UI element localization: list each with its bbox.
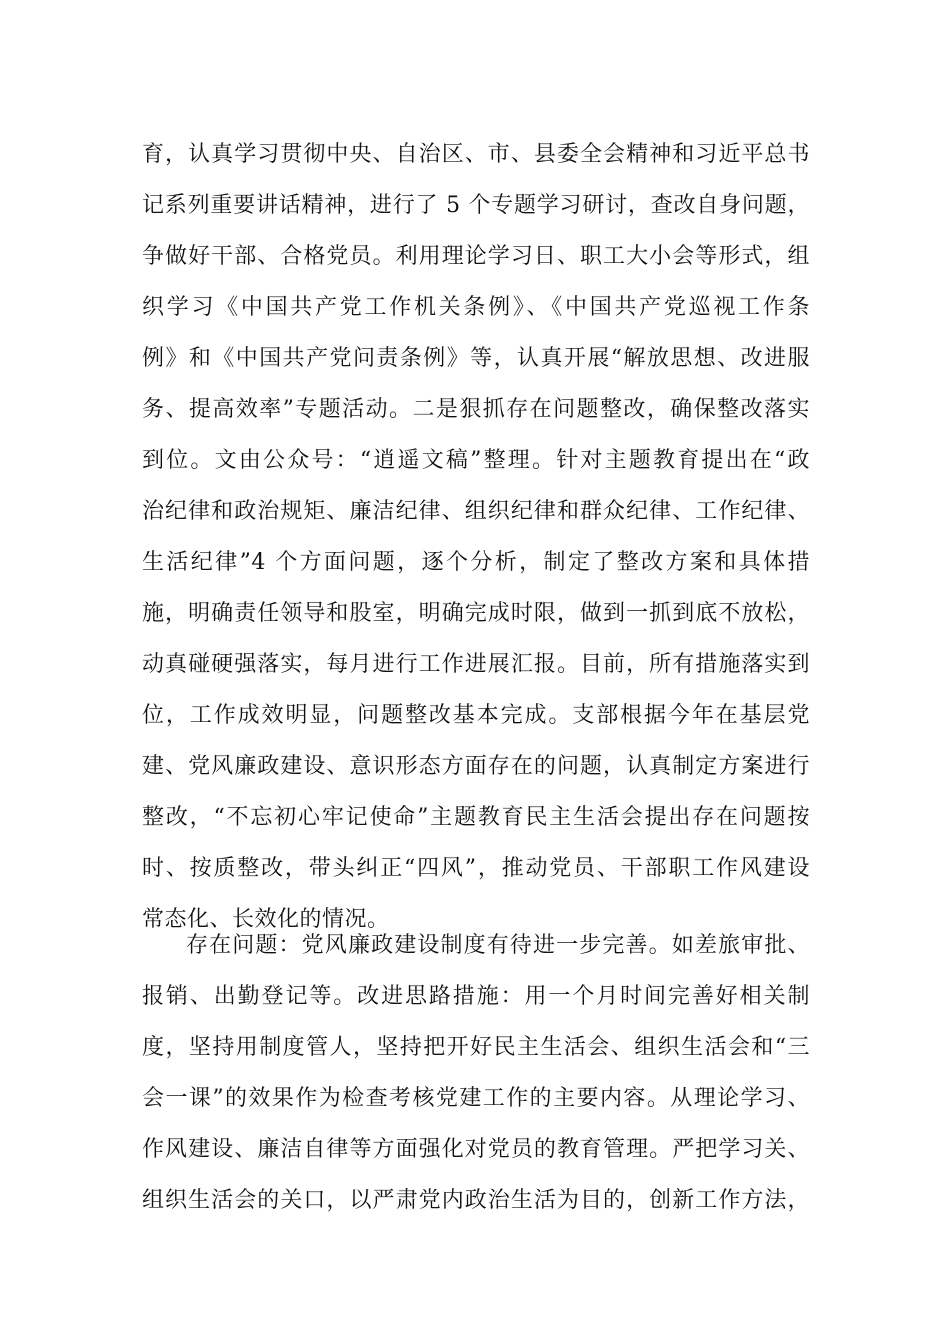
text-line: 记系列重要讲话精神，进行了 5 个专题学习研讨，查改自身问题， <box>142 193 810 218</box>
text-line: 治纪律和政治规矩、廉洁纪律、组织纪律和群众纪律、工作纪律、 <box>142 499 810 524</box>
text-line: 组织生活会的关口，以严肃党内政治生活为目的，创新工作方法， <box>142 1188 810 1213</box>
text-line: 到位。文由公众号：“逍遥文稿”整理。针对主题教育提出在“政 <box>142 448 810 473</box>
text-line: 建、党风廉政建设、意识形态方面存在的问题，认真制定方案进行 <box>142 754 810 779</box>
paragraph-1 <box>142 129 810 945</box>
text-line: 时、按质整改，带头纠正“四风”，推动党员、干部职工作风建设 <box>142 856 810 881</box>
text-line: 动真碰硬强落实，每月进行工作进展汇报。目前，所有措施落实到 <box>142 652 810 677</box>
text-line: 施，明确责任领导和股室，明确完成时限，做到一抓到底不放松， <box>142 601 810 626</box>
text-line: 作风建设、廉洁自律等方面强化对党员的教育管理。严把学习关、 <box>142 1137 810 1162</box>
text-line: 生活纪律”4 个方面问题，逐个分析，制定了整改方案和具体措 <box>142 550 810 575</box>
text-line: 例》和《中国共产党问责条例》等，认真开展“解放思想、改进服 <box>142 346 810 371</box>
text-line: 位，工作成效明显，问题整改基本完成。支部根据今年在基层党 <box>142 703 810 728</box>
text-line: 度，坚持用制度管人，坚持把开好民主生活会、组织生活会和“三 <box>142 1035 810 1060</box>
text-line: 常态化、长效化的情况。 <box>142 907 390 932</box>
paragraph-2 <box>142 920 810 1226</box>
text-line: 务、提高效率”专题活动。二是狠抓存在问题整改，确保整改落实 <box>142 397 810 422</box>
text-line: 存在问题：党风廉政建设制度有待进一步完善。如差旅审批、 <box>186 933 810 958</box>
text-line: 整改，“不忘初心牢记使命”主题教育民主生活会提出存在问题按 <box>142 805 810 830</box>
text-line: 织学习《中国共产党工作机关条例》、《中国共产党巡视工作条 <box>142 295 810 320</box>
text-line: 报销、出勤登记等。改进思路措施：用一个月时间完善好相关制 <box>142 984 810 1009</box>
text-line: 会一课”的效果作为检查考核党建工作的主要内容。从理论学习、 <box>142 1086 810 1111</box>
text-line: 育，认真学习贯彻中央、自治区、市、县委全会精神和习近平总书 <box>142 142 810 167</box>
text-line: 争做好干部、合格党员。利用理论学习日、职工大小会等形式，组 <box>142 244 810 269</box>
